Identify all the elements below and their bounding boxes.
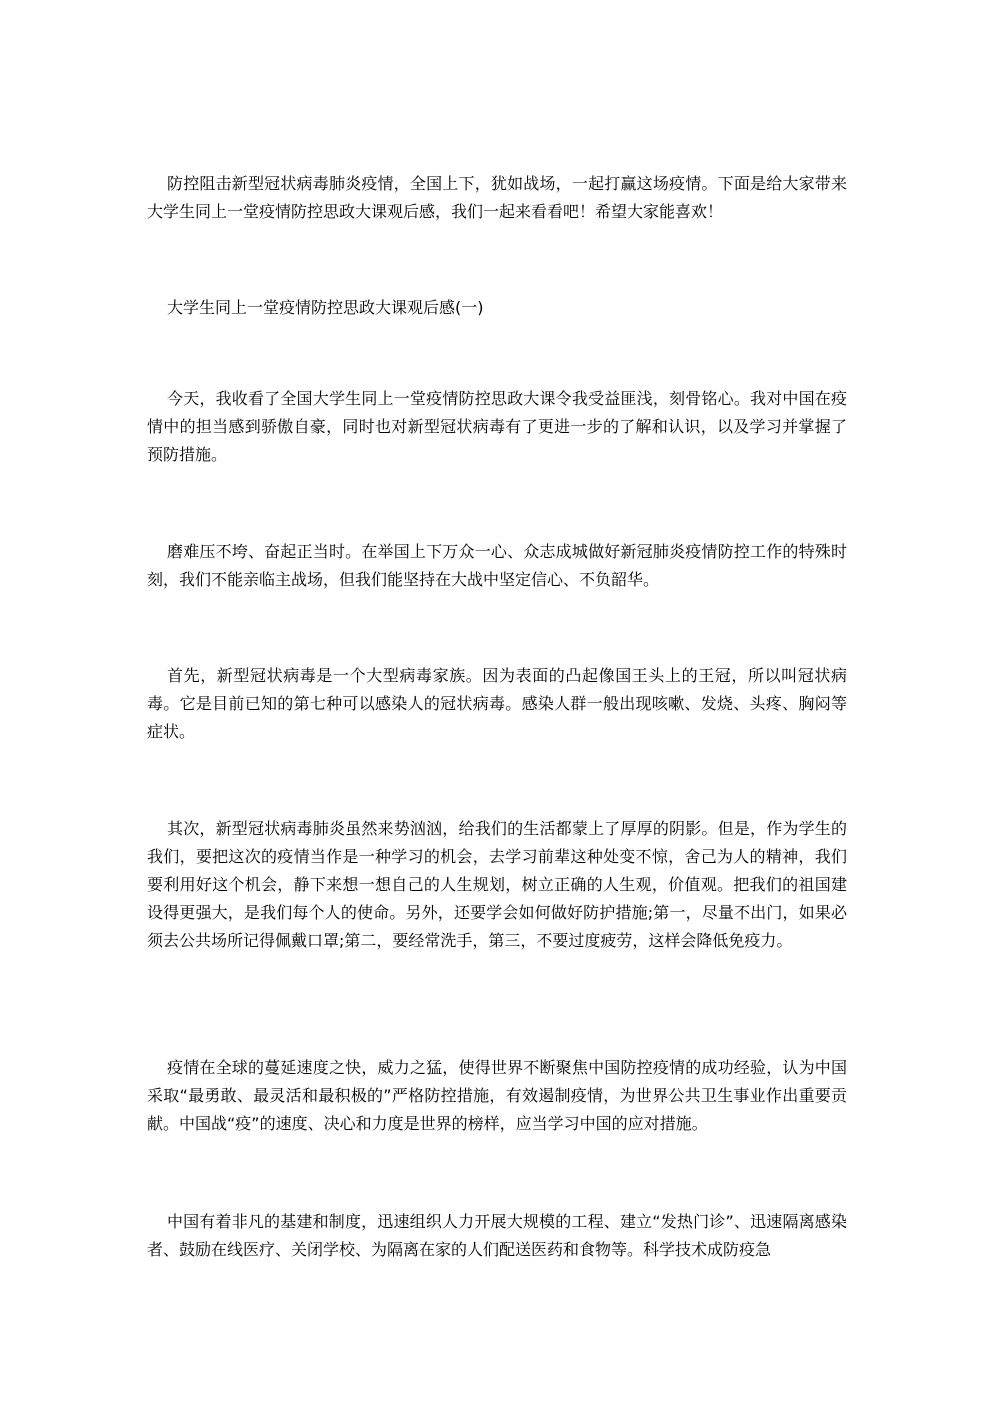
body-paragraph: 首先，新型冠状病毒是一个大型病毒家族。因为表面的凸起像国王头上的王冠，所以叫冠状病毒。它是目前已知的第七种可以感染人的冠状病毒。感染人群一般出现咳嗽、发烧、头疼、胸闷等症状。	[147, 666, 847, 741]
body-paragraph: 疫情在全球的蔓延速度之快，威力之猛，使得世界不断聚焦中国防控疫情的成功经验，认为中国采取“最勇敢、最灵活和最积极的”严格防控措施，有效遏制疫情，为世界公共卫生事业作出重要贡献。中国战“疫”的速度、决心和力度是世界的榜样，应当学习中国的应对措施。	[147, 1058, 847, 1133]
body-paragraph: 磨难压不垮、奋起正当时。在举国上下万众一心、众志成城做好新冠肺炎疫情防控工作的特殊时刻，我们不能亲临主战场，但我们能坚持在大战中坚定信心、不负韶华。	[147, 542, 847, 589]
body-paragraph: 中国有着非凡的基建和制度，迅速组织人力开展大规模的工程、建立“发热门诊”、迅速隔离感染者、鼓励在线医疗、关闭学校、为隔离在家的人们配送医药和食物等。科学技术成防疫急	[147, 1212, 847, 1259]
intro-paragraph: 防控阻击新型冠状病毒肺炎疫情，全国上下，犹如战场，一起打赢这场疫情。下面是给大家带来大学生同上一堂疫情防控思政大课观后感，我们一起来看看吧！希望大家能喜欢！	[147, 174, 847, 221]
body-paragraph: 其次，新型冠状病毒肺炎虽然来势汹汹，给我们的生活都蒙上了厚厚的阴影。但是，作为学生的我们，要把这次的疫情当作是一种学习的机会，去学习前辈这种处变不惊，舍己为人的精神，我们要利用好这个机会，静下来想一想自己的人生规划，树立正确的人生观，价值观。把我们的祖国建设得更强大，是我们每个人的使命。另外，还要学会如何做好防护措施;第一，尽量不出门，如果必须去公共场所记得佩戴口罩;第二，要经常洗手，第三，不要过度疲劳，这样会降低免疫力。	[147, 819, 847, 950]
section-heading: 大学生同上一堂疫情防控思政大课观后感(一)	[167, 298, 484, 317]
body-paragraph: 今天，我收看了全国大学生同上一堂疫情防控思政大课令我受益匪浅，刻骨铭心。我对中国在疫情中的担当感到骄傲自豪，同时也对新型冠状病毒有了更进一步的了解和认识，以及学习并掌握了预防措施。	[147, 389, 847, 464]
